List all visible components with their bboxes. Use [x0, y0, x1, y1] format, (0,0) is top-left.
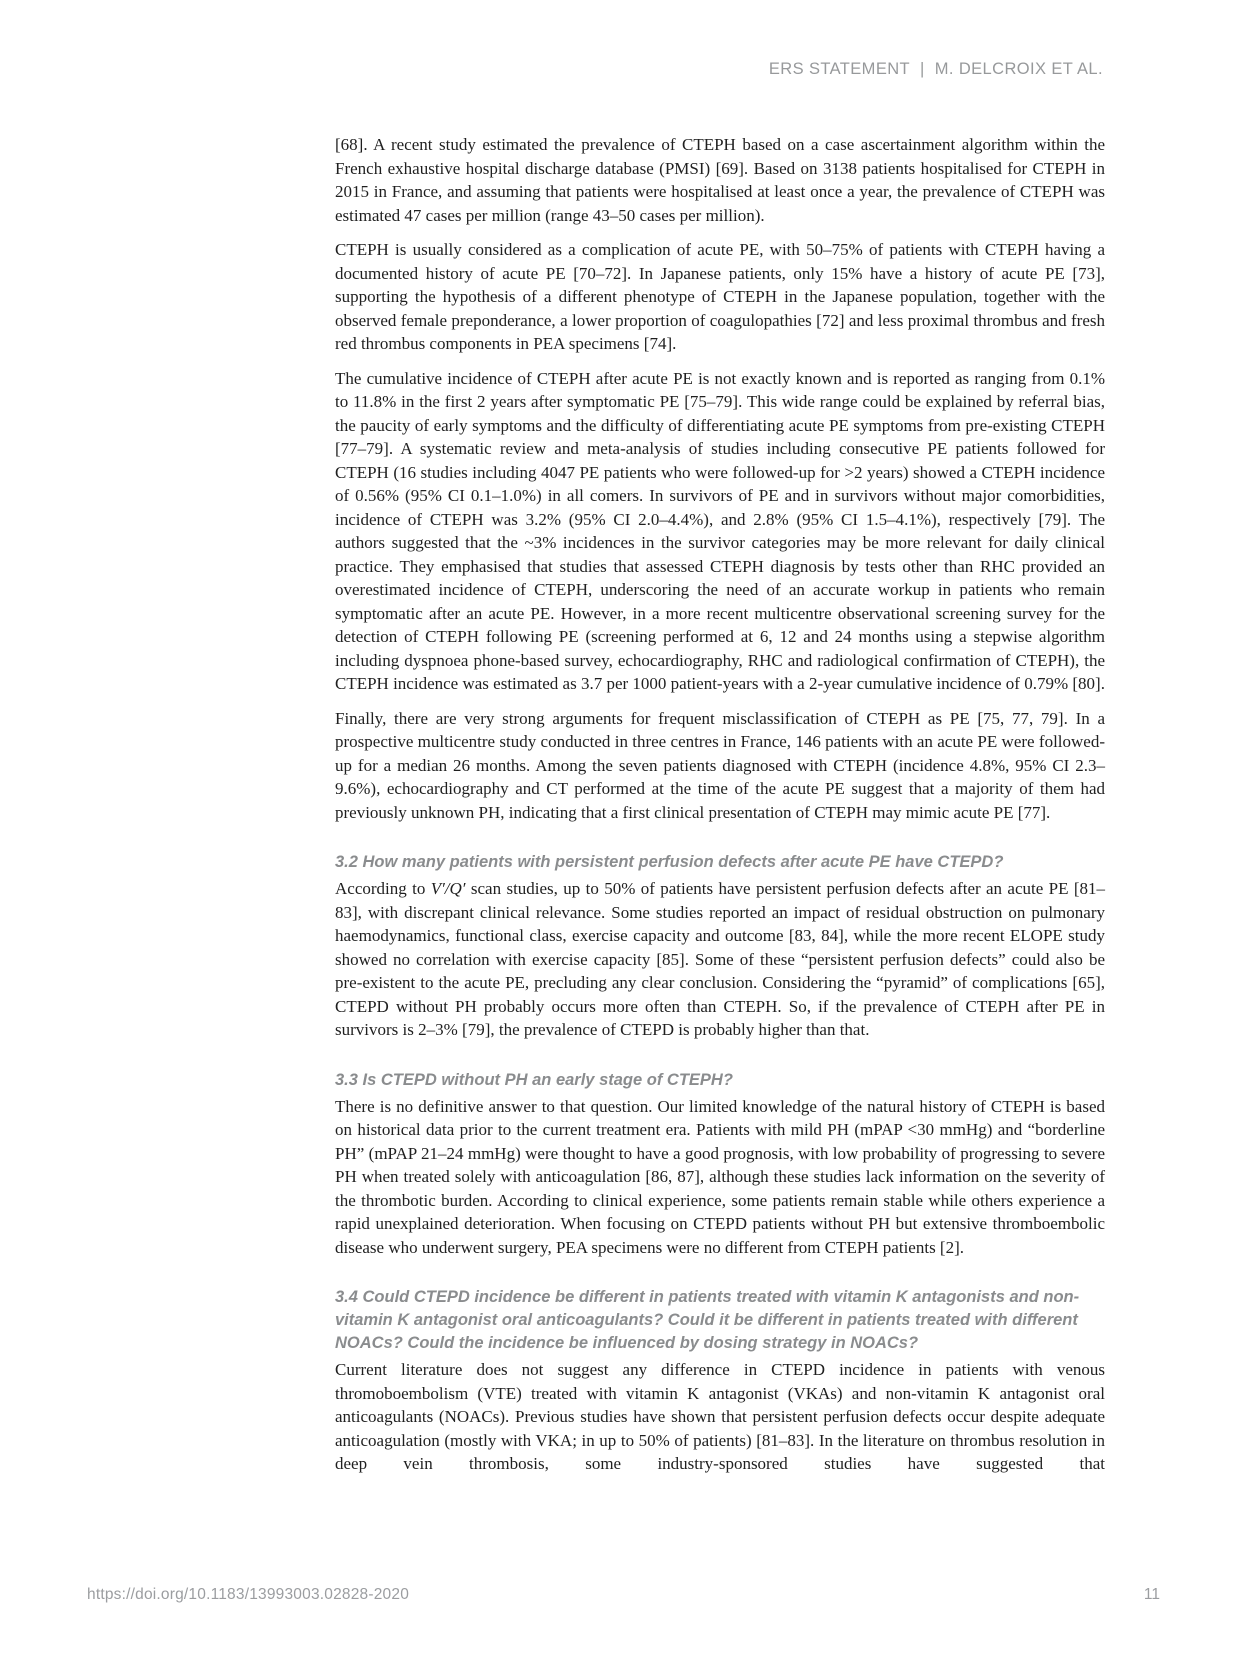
paragraph-3-3-body: There is no definitive answer to that question. Our limited knowledge of the natural history of CTEPH is based on historical data prior to the current treatment era. Patients with mild PH (mPAP <30 mmHg) and “borderline PH” (mPAP 21–24 mmHg) were thought to have a good prognosis, with low probability of progressing to severe PH when treated solely with anticoagulation [86, 87], although these studies lack information on the severity of the thrombotic burden. According to clinical experience, some patients remain stable while others experience a rapid unexplained deterioration. When focusing on CTEPD patients without PH but extensive thromboembolic disease who underwent surgery, PEA specimens were no different from CTEPH patients [2].	[335, 1096, 1105, 1257]
section-heading-3-2: 3.2 How many patients with persistent perfusion defects after acute PE have CTEPD?	[335, 853, 1004, 871]
journal-label: ERS STATEMENT	[768, 60, 911, 78]
section-heading-3-3: 3.3 Is CTEPD without PH an early stage of CTEPH?	[335, 1070, 733, 1089]
paragraph-text-prefix: According to	[335, 879, 431, 898]
paragraph-misclassification: Finally, there are very strong arguments for frequent misclassification of CTEPH as PE [75, 77, 79]. In a prospective multicentre study conducted in three centres in France, 146 patients with an acute PE were followed-up for a median 26 months. Among the seven patients diagnosed with CTEPH (incidence 4.8%, 95% CI 2.3–9.6%), echocardiography and CT performed at the time of the acute PE suggest that a majority of them had previously unknown PH, indicating that a first clinical presentation of CTEPH may mimic acute PE [77].	[335, 708, 1105, 822]
paragraph-ceph-prevalence: [68]. A recent study estimated the prevalence of CTEPH based on a case ascertainment algorithm within the French exhaustive hospital discharge database (PMSI) [69]. Based on 3138 patients hospitalised for CTEPH in 2015 in France, and assuming that patients were hospitalised at least once a year, the prevalence of CTEPH was estimated 47 cases per million (range 43–50 cases per million).	[335, 135, 1105, 225]
paragraph-cumulative-incidence: The cumulative incidence of CTEPH after acute PE is not exactly known and is reported as ranging from 0.1% to 11.8% in the first 2 years after symptomatic PE [75–79]. This wide range could be explained by referral bias, the paucity of early symptoms and the difficulty of differentiating acute PE symptoms from pre-existing CTEPH [77–79]. A systematic review and meta-analysis of studies including consecutive PE patients followed for CTEPH (16 studies including 4047 PE patients who were followed-up for >2 years) showed a CTEPH incidence of 0.56% (95% CI 0.1–1.0%) in all comers. In survivors of PE and in survivors without major comorbidities, incidence of CTEPH was 3.2% (95% CI 2.0–4.4%), and 2.8% (95% CI 1.5–4.1%), respectively [79]. The authors suggested that the ~3% incidences in the survivor categories may be more relevant for daily clinical practice. They emphasised that studies that assessed CTEPH diagnosis by tests other than RHC provided an overestimated incidence of CTEPH, underscoring the need of an accurate workup in patients who remain symptomatic after an acute PE. However, in a more recent multicentre observational screening survey for the detection of CTEPH following PE (screening performed at 6, 12 and 24 months using a stepwise algorithm including dyspnoea phone-based survey, echocardiography, RHC and radiological confirmation of CTEPH), the CTEPH incidence was estimated as 3.7 per 1000 patient-years with a 2-year cumulative incidence of 0.79% [80].	[335, 368, 1105, 693]
paragraph-cteph-complication: CTEPH is usually considered as a complication of acute PE, with 50–75% of patients with CTEPH having a documented history of acute PE [70–72]. In Japanese patients, only 15% have a history of acute PE [73], supporting the hypothesis of a different phenotype of CTEPH in the Japanese population, together with the observed female preponderance, a lower proportion of coagulopathies [72] and less proximal thrombus and fresh red thrombus components in PEA specimens [74].	[335, 240, 1105, 353]
running-header	[769, 60, 1103, 79]
vq-scan-notation: V′/Q′	[430, 879, 466, 898]
paragraph-3-2-body	[335, 877, 1105, 1042]
page-number: 11	[1143, 1586, 1160, 1603]
paragraph-text-rest: scan studies, up to 50% of patients have persistent perfusion defects after an acute PE [81–83], with discrepant clinical relevance. Some studies reported an impact of residual obstruction on pulmonary haemodynamics, functional class, exercise capacity and outcome [83, 84], while the more recent ELOPE study showed no correlation with exercise capacity [85]. Some of these “persistent perfusion defects” could also be pre-existent to the acute PE, precluding any clear conclusion. Considering the “pyramid” of complications [65], CTEPD without PH probably occurs more often than CTEPH. So, if the prevalence of CTEPH after PE in survivors is 2–3% [79], the prevalence of CTEPD is probably higher than that.	[335, 879, 1105, 1039]
header-separator: |	[920, 60, 925, 78]
article-content	[335, 133, 1105, 1476]
paragraph-3-4-body: Current literature does not suggest any difference in CTEPD incidence in patients with venous thromoboembolism (VTE) treated with vitamin K antagonist (VKAs) and non-vitamin K antagonist oral anticoagulants (NOACs). Previous studies have shown that persistent perfusion defects occur despite adequate anticoagulation (mostly with VKA; in up to 50% of patients) [81–83]. In the literature on thrombus resolution in deep vein thrombosis, some industry-sponsored studies have suggested that	[335, 1360, 1105, 1473]
section-heading-3-4: 3.4 Could CTEPD incidence be different in patients treated with vitamin K antagonists and non-vitamin K antagonist oral anticoagulants? Could it be different in patients treated with different NOACs? Could the incidence be influenced by dosing strategy in NOACs?	[335, 1288, 1080, 1352]
doi-link[interactable]: https://doi.org/10.1183/13993003.02828-2020	[87, 1586, 410, 1603]
page-footer	[87, 1586, 1160, 1604]
authors-label: M. DELCROIX ET AL.	[934, 60, 1103, 78]
